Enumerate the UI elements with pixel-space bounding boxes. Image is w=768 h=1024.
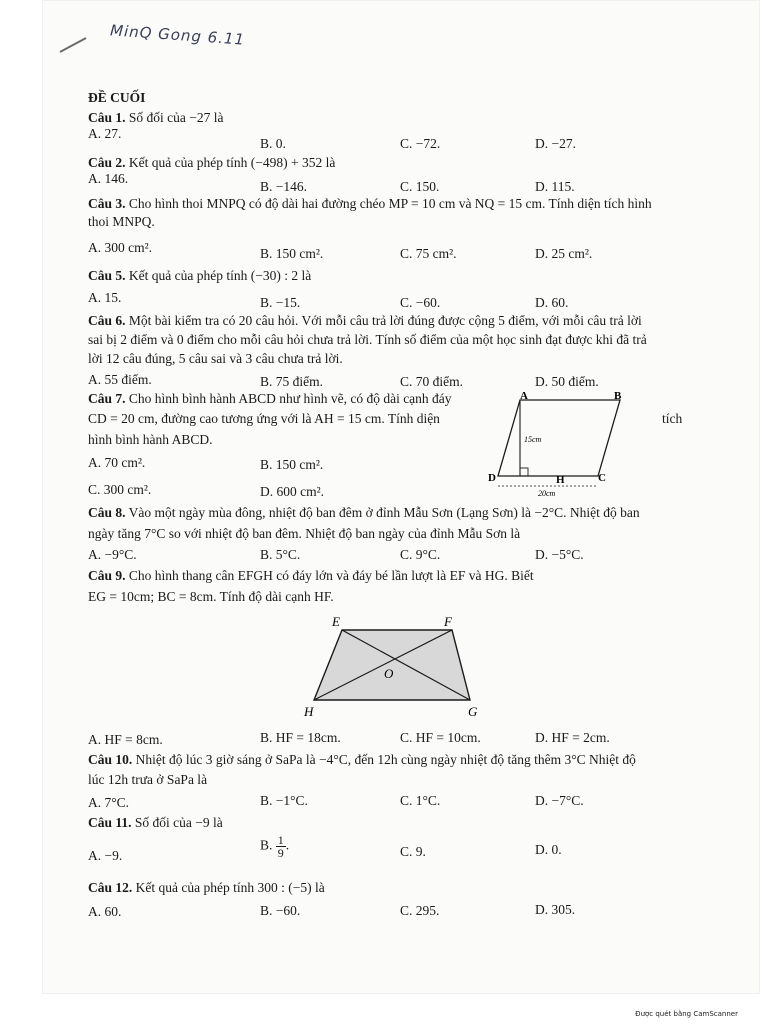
question-12 [88, 880, 325, 896]
q10-option-d: D. −7°C. [535, 793, 584, 808]
q6-option-d: D. 50 điểm. [535, 374, 599, 389]
q11-option-c: C. 9. [400, 844, 426, 859]
q10-option-c: C. 1°C. [400, 793, 441, 808]
label-a: A [520, 390, 528, 402]
question-8 [88, 505, 640, 521]
q6-option-c: C. 70 điểm. [400, 374, 463, 389]
question-text: Số đối của −27 là [128, 110, 224, 125]
q2-option-d: D. 115. [535, 179, 575, 194]
label-b: B [614, 390, 622, 402]
q7-option-d: D. 600 cm². [260, 484, 325, 499]
q7-option-b: B. 150 cm². [260, 457, 324, 472]
question-text: Một bài kiểm tra có 20 câu hỏi. Với mỗi câu trả lời đúng được cộng 5 điểm, với mỗi câu trả lời [128, 313, 642, 328]
question-text: Vào một ngày mùa đông, nhiệt độ ban đêm ở đỉnh Mẫu Sơn (Lạng Sơn) là −2°C. Nhiệt độ ban [128, 505, 640, 520]
q9-option-c: C. HF = 10cm. [400, 730, 481, 745]
question-8-cont: ngày tăng 7°C so với nhiệt độ ban đêm. Nhiệt độ ban ngày của đỉnh Mẫu Sơn là [88, 526, 521, 541]
question-text: Cho hình thoi MNPQ có độ dài hai đường chéo MP = 10 cm và NQ = 15 cm. Tính diện tích hình [128, 196, 652, 211]
q1-option-b: B. 0. [260, 136, 286, 151]
q10-option-b: B. −1°C. [260, 793, 308, 808]
page-title: ĐỀ CUỐI [88, 90, 146, 105]
q11-option-d: D. 0. [535, 842, 562, 857]
question-9 [88, 568, 534, 584]
label-h: H [556, 474, 565, 486]
label-c: C [598, 472, 606, 484]
q6-option-a: A. 55 điểm. [88, 372, 152, 387]
q5-option-a: A. 15. [88, 290, 122, 305]
q2-option-a: A. 146. [88, 171, 129, 186]
fraction-numerator: 1 [277, 833, 284, 847]
parallelogram-shape [498, 400, 620, 476]
q6-option-b: B. 75 điểm. [260, 374, 323, 389]
question-10 [88, 752, 636, 768]
question-label: Câu 5. [88, 268, 126, 283]
q12-option-d: D. 305. [535, 902, 576, 917]
question-text: Số đối của −9 là [134, 815, 223, 830]
label-h: H [304, 704, 314, 719]
q11-option-a: A. −9. [88, 848, 123, 863]
question-7-cont-2: hình bình hành ABCD. [88, 432, 213, 447]
question-7-cont-tail: tích [662, 411, 683, 426]
question-text: Cho hình thang cân EFGH có đáy lớn và đáy bé lần lượt là EF và HG. Biết [128, 568, 534, 583]
question-3-cont: thoi MNPQ. [88, 214, 155, 229]
question-7 [88, 391, 452, 407]
q5-option-d: D. 60. [535, 295, 569, 310]
fraction [276, 834, 286, 859]
scanner-watermark: Được quét bằng CamScanner [635, 1010, 738, 1018]
height-label: 15cm [524, 435, 542, 444]
question-label: Câu 8. [88, 505, 126, 520]
question-text: Kết quả của phép tính (−498) + 352 là [128, 155, 336, 170]
q5-option-c: C. −60. [400, 295, 441, 310]
option-prefix: B. [260, 837, 273, 853]
question-6-cont-2: lời 12 câu đúng, 5 câu sai và 3 câu chưa trả lời. [88, 351, 343, 366]
q8-option-b: B. 5°C. [260, 547, 301, 562]
question-label: Câu 3. [88, 196, 126, 211]
q8-option-c: C. 9°C. [400, 547, 441, 562]
q1-option-c: C. −72. [400, 136, 441, 151]
question-5 [88, 268, 311, 284]
q12-option-c: C. 295. [400, 903, 440, 918]
question-6 [88, 313, 642, 329]
q7-option-c: C. 300 cm². [88, 482, 152, 497]
q1-option-d: D. −27. [535, 136, 576, 151]
question-6-cont-1: sai bị 2 điểm và 0 điểm cho mỗi câu hỏi chưa trả lời. Tính số điểm của một học sinh đạt được khi đã trả [88, 332, 647, 347]
q11-option-b: B. $\frac{1}{9}$ . [260, 833, 290, 860]
question-label: Câu 9. [88, 568, 126, 583]
question-text: Kết quả của phép tính (−30) : 2 là [128, 268, 312, 283]
question-label: Câu 1. [88, 110, 126, 125]
label-o: O [384, 666, 394, 681]
q1-option-a: A. 27. [88, 126, 122, 141]
question-label: Câu 6. [88, 313, 126, 328]
question-11 [88, 815, 223, 831]
label-e: E [332, 614, 340, 629]
question-10-cont: lúc 12h trưa ở SaPa là [88, 772, 208, 787]
q5-option-b: B. −15. [260, 295, 301, 310]
question-text: Nhiệt độ lúc 3 giờ sáng ở SaPa là −4°C, đến 12h cùng ngày nhiệt độ tăng thêm 3°C Nhiệt độ [135, 752, 636, 767]
q10-option-a: A. 7°C. [88, 795, 130, 810]
q9-option-d: D. HF = 2cm. [535, 730, 610, 745]
q8-option-d: D. −5°C. [535, 547, 584, 562]
question-7-cont-1: CD = 20 cm, đường cao tương ứng với là AH = 15 cm. Tính diện [88, 411, 440, 426]
question-label: Câu 12. [88, 880, 133, 895]
base-label: 20cm [538, 489, 556, 498]
question-3 [88, 196, 652, 212]
question-text: Cho hình bình hành ABCD như hình vẽ, có độ dài cạnh đáy [128, 391, 452, 406]
parallelogram-figure [480, 386, 640, 501]
q3-option-b: B. 150 cm². [260, 246, 324, 261]
q3-option-d: D. 25 cm². [535, 246, 593, 261]
q7-option-a: A. 70 cm². [88, 455, 146, 470]
q2-option-c: C. 150. [400, 179, 440, 194]
q3-option-a: A. 300 cm². [88, 240, 153, 255]
label-d: D [488, 472, 496, 484]
question-label: Câu 10. [88, 752, 133, 767]
fraction-denominator: 9 [277, 846, 284, 860]
question-label: Câu 2. [88, 155, 126, 170]
q3-option-c: C. 75 cm². [400, 246, 457, 261]
q12-option-a: A. 60. [88, 904, 122, 919]
question-2 [88, 155, 335, 171]
question-text: Kết quả của phép tính 300 : (−5) là [135, 880, 325, 895]
q12-option-b: B. −60. [260, 903, 301, 918]
question-9-cont: EG = 10cm; BC = 8cm. Tính độ dài cạnh HF. [88, 589, 334, 604]
label-f: F [444, 614, 452, 629]
q8-option-a: A. −9°C. [88, 547, 137, 562]
right-angle-mark [520, 468, 528, 476]
question-label: Câu 11. [88, 815, 132, 830]
q2-option-b: B. −146. [260, 179, 307, 194]
trapezoid-figure [298, 612, 488, 722]
question-1 [88, 110, 224, 126]
q9-option-b: B. HF = 18cm. [260, 730, 341, 745]
q9-option-a: A. HF = 8cm. [88, 732, 163, 747]
question-label: Câu 7. [88, 391, 126, 406]
trapezoid-shape [314, 630, 470, 700]
label-g: G [468, 704, 478, 719]
handwritten-note: MinQ Gong 6.11 [109, 21, 246, 49]
